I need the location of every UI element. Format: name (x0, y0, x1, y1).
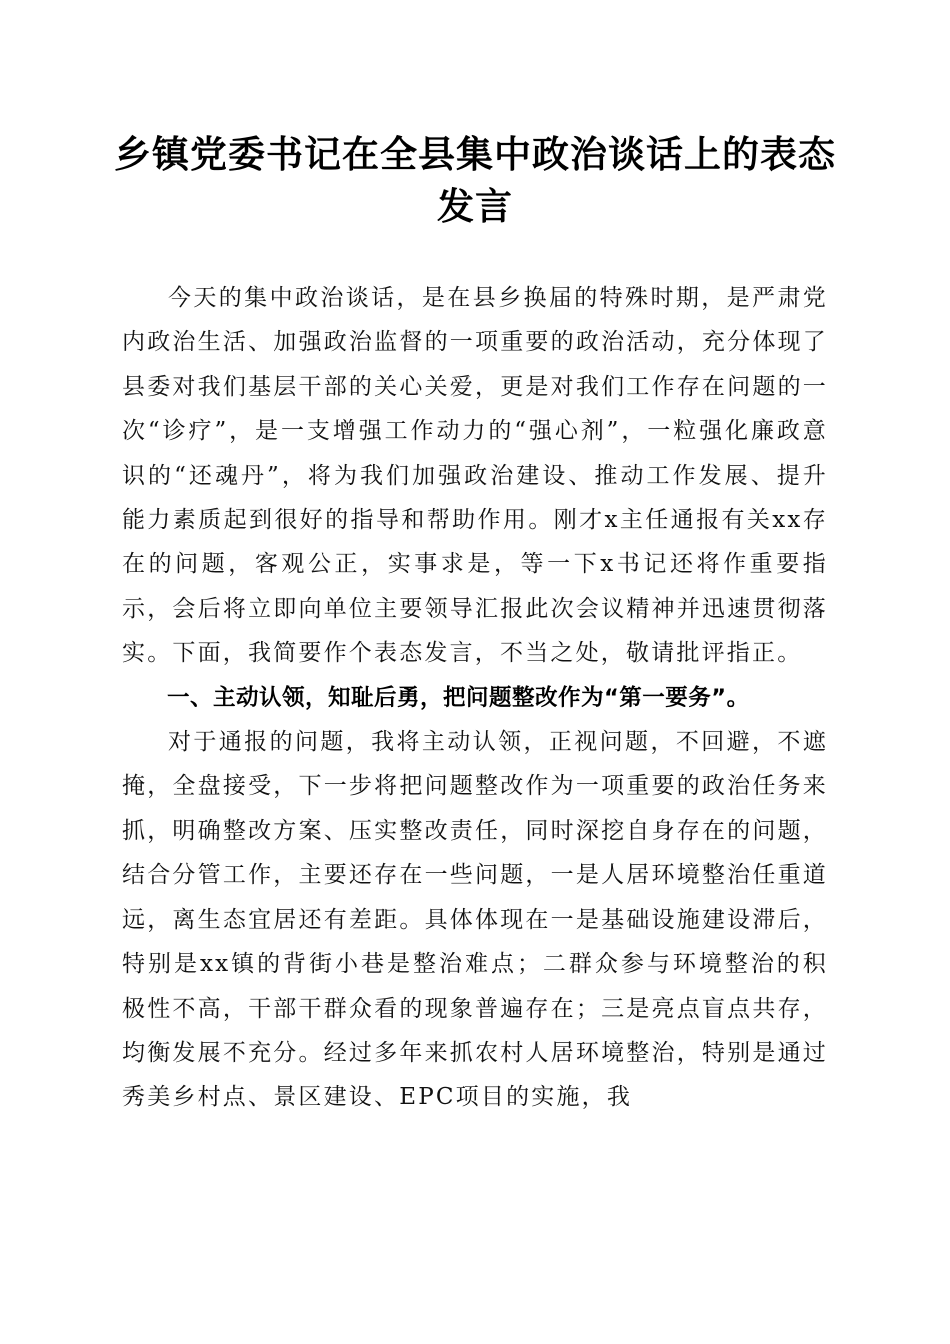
document-title: 乡镇党委书记在全县集中政治谈话上的表态发言 (114, 132, 836, 228)
section-1-paragraph: 对于通报的问题，我将主动认领，正视问题，不回避，不遮掩，全盘接受，下一步将把问题整改作为一项重要的政治任务来抓，明确整改方案、压实整改责任，同时深挖自身存在的问题，结合分管工作，主要还存在一些问题，一是人居环境整治任重道远，离生态宜居还有差距。具体体现在一是基础设施建设滞后，特别是xx镇的背街小巷是整治难点；二群众参与环境整治的积极性不高，干部干群众看的现象普遍存在；三是亮点盲点共存，均衡发展不充分。经过多年来抓农村人居环境整治，特别是通过秀美乡村点、景区建设、EPC项目的实施，我 (122, 729, 828, 1111)
intro-paragraph: 今天的集中政治谈话，是在县乡换届的特殊时期，是严肃党内政治生活、加强政治监督的一项重要的政治活动，充分体现了县委对我们基层干部的关心关爱，更是对我们工作存在问题的一次“诊疗”，是一支增强工作动力的“强心剂”，一粒强化廉政意识的“还魂丹”，将为我们加强政治建设、推动工作发展、提升能力素质起到很好的指导和帮助作用。刚才x主任通报有关xx存在的问题，客观公正，实事求是，等一下x书记还将作重要指示，会后将立即向单位主要领导汇报此次会议精神并迅速贯彻落实。下面，我简要作个表态发言，不当之处，敬请批评指正。 (122, 285, 828, 667)
section-heading-1: 一、主动认领，知耻后勇，把问题整改作为“第一要务”。 (167, 684, 750, 711)
document-body (122, 276, 828, 1120)
